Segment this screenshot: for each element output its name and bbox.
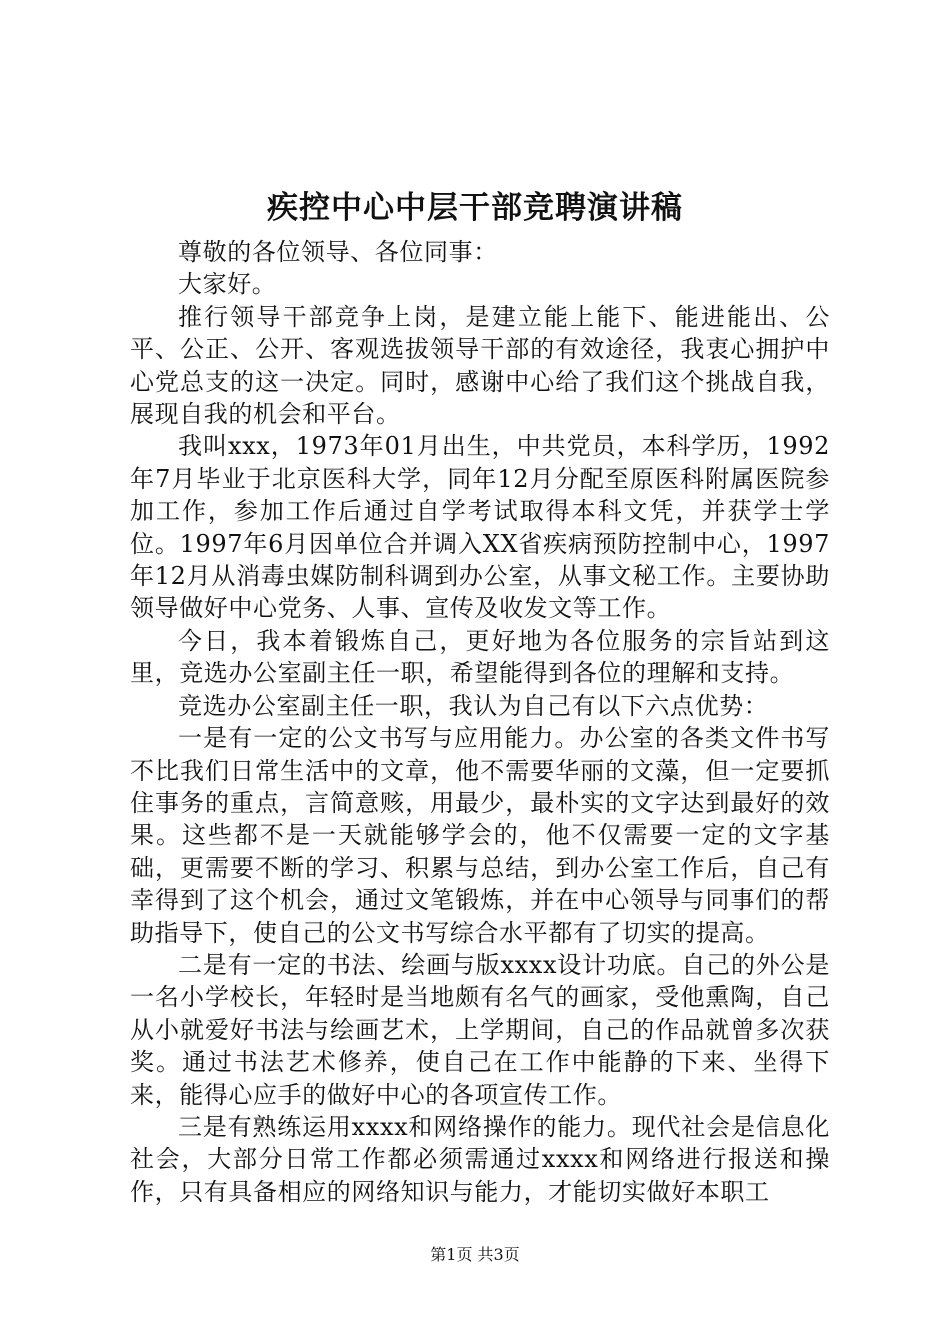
paragraph-intro: 推行领导干部竞争上岗，是建立能上能下、能进能出、公平、公正、公开、客观选拔领导干部的有效途径，我衷心拥护中心党总支的这一决定。同时，感谢中心给了我们这个挑战自我，展现自我的机会和平台。 [130, 302, 830, 429]
page-footer: 第1页 共3页 [430, 1245, 520, 1264]
paragraph-background: 我叫xxx，1973年01月出生，中共党员，本科学历，1992年7月毕业于北京医科大学，同年12月分配至原医科附属医院参加工作，参加工作后通过自学考试取得本科文凭，并获学士学位。1997年6月因单位合并调入XX省疾病预防控制中心，1997年12月从消毒虫媒防制科调到办公室，从事文秘工作。主要协助领导做好中心党务、人事、宣传及收发文等工作。 [130, 432, 830, 623]
paragraph-advantage-3: 三是有熟练运用xxxx和网络操作的能力。现代社会是信息化社会，大部分日常工作都必须需通过xxxx和网络进行报送和操作，只有具备相应的网络知识与能力，才能切实做好本职工 [130, 1112, 830, 1206]
paragraph-advantage-2: 二是有一定的书法、绘画与版xxxx设计功底。自己的外公是一名小学校长，年轻时是当地颇有名气的画家，受他熏陶，自己从小就爱好书法与绘画艺术，上学期间，自己的作品就曾多次获奖。通过书法艺术修养，使自己在工作中能静的下来、坐得下来，能得心应手的做好中心的各项宣传工作。 [130, 950, 830, 1109]
document-body [130, 236, 830, 1208]
paragraph-purpose: 今日，我本着锻炼自己，更好地为各位服务的宗旨站到这里，竞选办公室副主任一职，希望能得到各位的理解和支持。 [130, 626, 830, 688]
document-title: 疾控中心中层干部竞聘演讲稿 [267, 190, 683, 226]
paragraph-salutation: 尊敬的各位领导、各位同事： [178, 238, 498, 266]
paragraph-advantage-1: 一是有一定的公文书写与应用能力。办公室的各类文件书写不比我们日常生活中的文章，他不需要华丽的文藻，但一定要抓住事务的重点，言简意赅，用最少，最朴实的文字达到最好的效果。这些都不是一天就能够学会的，他不仅需要一定的文字基础，更需要不断的学习、积累与总结，到办公室工作后，自己有幸得到了这个机会，通过文笔锻炼，并在中心领导与同事们的帮助指导下，使自己的公文书写综合水平都有了切实的提高。 [130, 724, 830, 947]
paragraph-greeting: 大家好。 [178, 270, 277, 299]
paragraph-advantages-lead: 竞选办公室副主任一职，我认为自己有以下六点优势： [178, 691, 769, 720]
